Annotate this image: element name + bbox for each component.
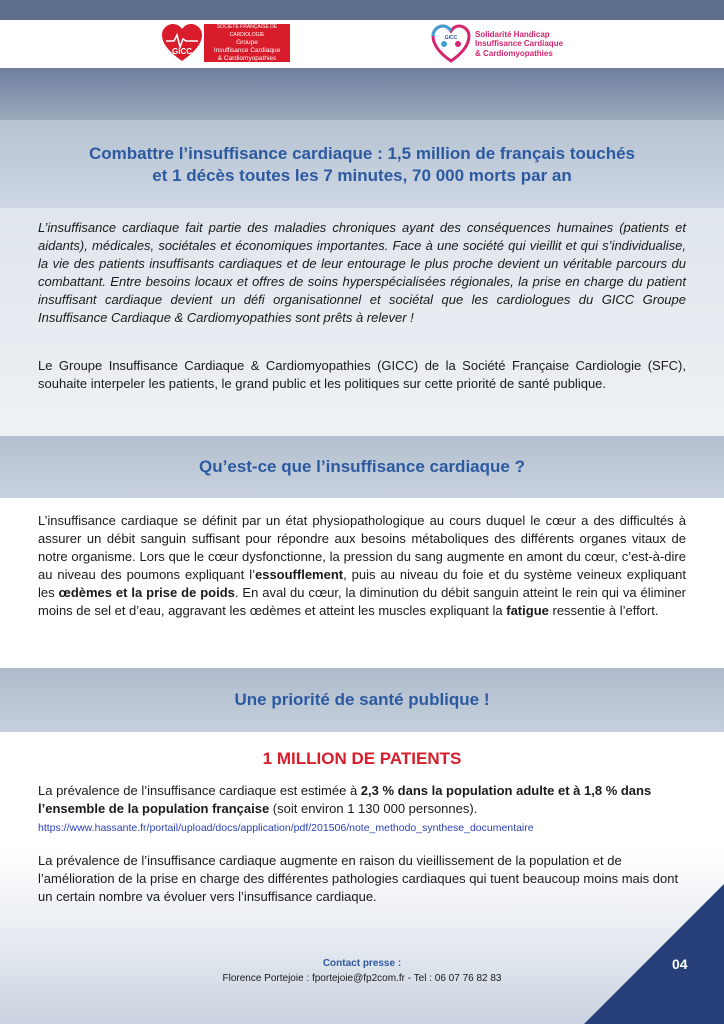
logo-text-box [204, 24, 290, 62]
logo-initials: GICC [172, 47, 192, 56]
top-bar [0, 0, 724, 20]
source-link[interactable]: https://www.hassante.fr/portail/upload/docs/application/pdf/201506/note_methodo_synthese_documentaire [38, 822, 534, 834]
text-run: ressentie à l’effort. [548, 603, 659, 618]
million-patients-heading: 1 MILLION DE PATIENTS [262, 749, 462, 768]
logo-line: Groupe [236, 39, 258, 46]
logo-initials: GICC [444, 35, 458, 41]
bold-term: essoufflement [254, 567, 344, 582]
solidarite-handicap-logo [430, 22, 580, 66]
contact-label: Contact presse : [322, 958, 402, 969]
text-run: L’insuffisance cardiaque se définit par un état physiopathologique au cours duquel le cœur a des difficultés à assurer un débit sanguin suffisant pour répondre aux besoins métaboliques des différents organes vitaux de notre organisme. Lors que le cœur dysfonctionne, la pression du sang augmente en amont du cœur, c’est-à-dire au niveau des poumons expliquant l’ [38, 513, 686, 582]
section-title-public-health: Une priorité de santé publique ! [234, 690, 490, 709]
bold-term: fatigue [506, 603, 549, 618]
page-title-line: et 1 décès toutes les 7 minutes, 70 000 morts par an [152, 166, 572, 185]
page-title-line: Combattre l’insuffisance cardiaque : 1,5 million de français touchés [88, 144, 636, 163]
page-title [40, 143, 684, 187]
prevalence-paragraph [38, 782, 686, 818]
contact-info: Florence Portejoie : fportejoie@fp2com.fr - Tel : 06 07 76 82 83 [222, 973, 502, 984]
logo-line: & Cardiomyopathies [475, 48, 553, 58]
bold-term: œdèmes et la prise de poids [58, 585, 235, 600]
text-run: , puis au niveau du foie et du système veineux expliquant les [38, 567, 687, 600]
logo-line: Insuffisance Cardiaque [213, 47, 281, 54]
decorative-band [0, 68, 724, 120]
prevalence-trend-paragraph: La prévalence de l’insuffisance cardiaque augmente en raison du vieillissement de la population et de l’amélioration de la prise en charge des différentes pathologies cardiaques qui tuent beaucoup moins mais dont un certain nombre va évoluer vers l’insuffisance cardiaque. [38, 853, 679, 904]
heart-people-logo-icon [430, 24, 472, 64]
logo-line: & Cardiomyopathies [217, 55, 277, 62]
logo-line: SOCIÉTÉ FRANÇAISE DE CARDIOLOGIE [216, 24, 278, 38]
logo-line: Solidarité Handicap [475, 29, 550, 39]
bold-statistic: 2,3 % dans la population adulte et à 1,8 % dans l’ensemble de la population française [38, 783, 652, 816]
logo-text [475, 30, 563, 59]
section-title-definition: Qu’est-ce que l’insuffisance cardiaque ? [199, 457, 525, 476]
page-number: 04 [672, 956, 688, 972]
intro-paragraph: Le Groupe Insuffisance Cardiaque & Cardiomyopathies (GICC) de la Société Française Cardiologie (SFC), souhaite interpeler les patients, le grand public et les politiques sur cette priorité de santé publique. [38, 358, 686, 391]
text-run: (soit environ 1 130 000 personnes). [269, 801, 478, 816]
intro-italic-paragraph: L’insuffisance cardiaque fait partie des maladies chroniques ayant des conséquences humaines (patients et aidants), médicales, sociétales et économiques importantes. Face à une société qui vieillit et qui s’individualise, la vie des patients insuffisants cardiaques et de leur entourage le plus proche devient un véritable parcours du combattant. Entre besoins locaux et offres de soins hyperspécialisées régionales, la prise en charge du patient insuffisant cardiaque devient un défi organisationnel et sociétal que les cardiologues du GICC Groupe Insuffisance Cardiaque & Cardiomyopathies sont prêts à relever ! [38, 220, 686, 325]
text-run: . En aval du cœur, la diminution du débit sanguin atteint le rein qui va éliminer moins de sel et d’eau, aggravant les œdèmes et atteint les muscles expliquant la [38, 585, 687, 618]
logo-line: Insuffisance Cardiaque [475, 39, 564, 49]
definition-paragraph [38, 512, 686, 620]
text-run: La prévalence de l’insuffisance cardiaque est estimée à [38, 783, 361, 798]
header [0, 20, 724, 68]
heart-logo-icon [160, 23, 204, 63]
gicc-sfc-logo [160, 22, 290, 64]
